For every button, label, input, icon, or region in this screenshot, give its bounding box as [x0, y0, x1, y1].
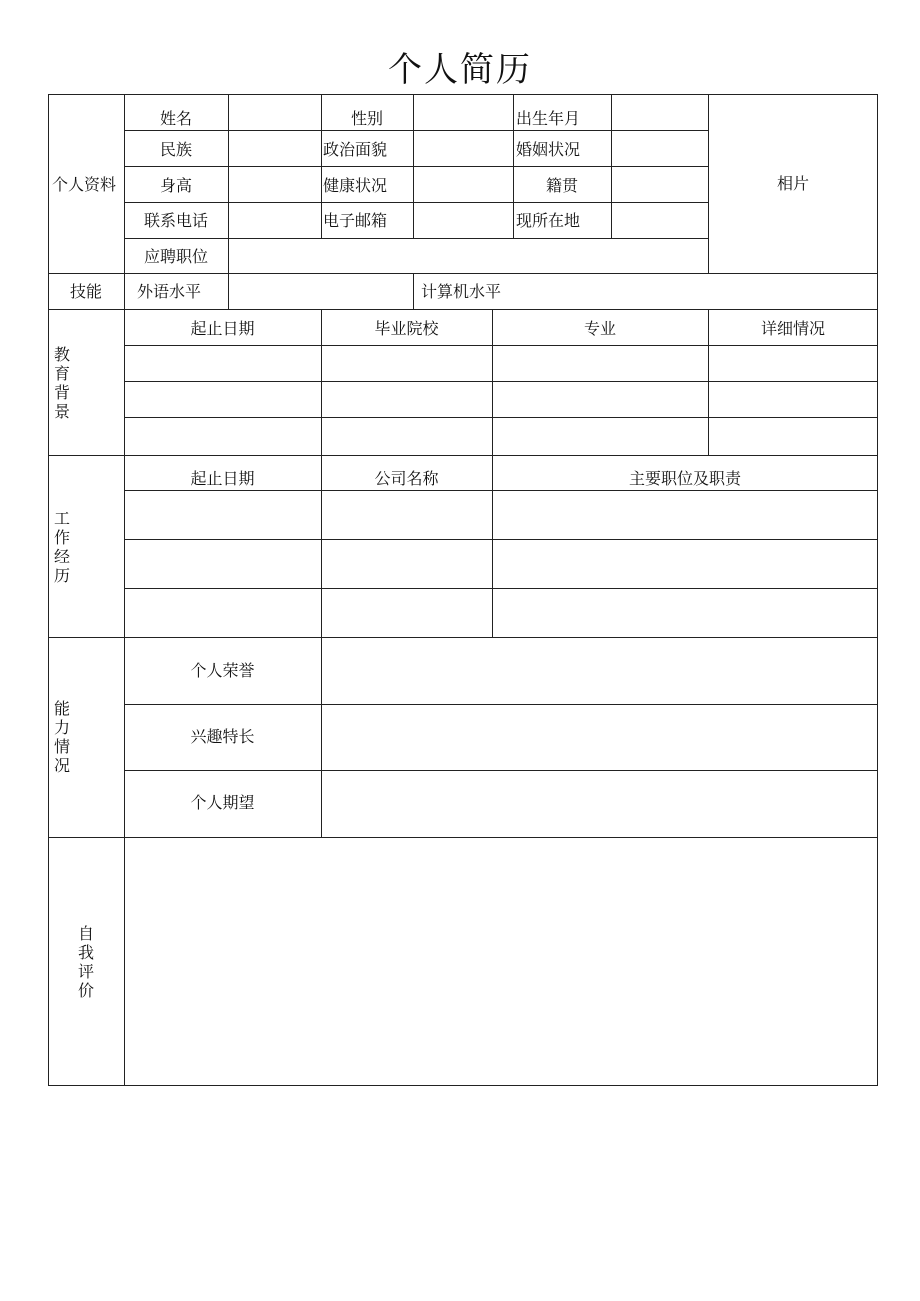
work-header-company: 公司名称	[374, 469, 439, 488]
political-field[interactable]	[414, 131, 513, 166]
health-field[interactable]	[414, 167, 513, 202]
name-field[interactable]	[229, 95, 321, 130]
edu-header-dates: 起止日期	[190, 319, 255, 338]
edu-row-1[interactable]	[125, 346, 878, 381]
edu-header-major: 专业	[583, 319, 616, 338]
email-field[interactable]	[414, 203, 513, 238]
label-political: 政治面貌	[323, 140, 388, 159]
marital-field[interactable]	[612, 131, 708, 166]
label-health: 健康状况	[323, 176, 388, 195]
label-gender: 性别	[350, 109, 383, 128]
label-location: 现所在地	[516, 211, 581, 230]
label-phone: 联系电话	[143, 211, 208, 230]
section-label-personal: 个人资料	[52, 175, 117, 194]
label-language: 外语水平	[137, 282, 202, 301]
birth-field[interactable]	[612, 95, 708, 130]
label-expectations: 个人期望	[190, 793, 255, 812]
native-place-field[interactable]	[612, 167, 708, 202]
edu-header-details: 详细情况	[760, 319, 825, 338]
interests-field[interactable]	[322, 705, 878, 770]
height-field[interactable]	[229, 167, 321, 202]
position-field[interactable]	[229, 239, 708, 273]
label-native-place: 籍贯	[545, 176, 578, 195]
section-label-ability: 能力情况	[53, 699, 70, 775]
photo-placeholder[interactable]	[709, 95, 877, 273]
honors-field[interactable]	[322, 638, 878, 704]
edu-header-school: 毕业院校	[374, 319, 439, 338]
work-row-3[interactable]	[125, 589, 878, 637]
label-marital: 婚姻状况	[516, 140, 581, 159]
section-label-work: 工作经历	[53, 509, 70, 585]
label-email: 电子邮箱	[323, 211, 388, 230]
ethnicity-field[interactable]	[229, 131, 321, 166]
section-label-self-eval: 自我评价	[77, 924, 94, 1000]
phone-field[interactable]	[229, 203, 321, 238]
work-header-dates: 起止日期	[190, 469, 255, 488]
label-honors: 个人荣誉	[190, 661, 255, 680]
label-height: 身高	[159, 176, 192, 195]
edu-row-3[interactable]	[125, 418, 878, 455]
label-position: 应聘职位	[143, 247, 208, 266]
section-label-education: 教育背景	[53, 345, 70, 421]
computer-field[interactable]	[520, 274, 877, 309]
edu-row-2[interactable]	[125, 382, 878, 417]
label-ethnicity: 民族	[159, 140, 192, 159]
work-header-duties: 主要职位及职责	[628, 469, 741, 488]
label-interests: 兴趣特长	[190, 727, 255, 746]
page-title: 个人简历	[388, 50, 532, 90]
label-name: 姓名	[159, 109, 192, 128]
label-computer: 计算机水平	[421, 282, 502, 301]
work-row-1[interactable]	[125, 491, 878, 539]
section-label-skills: 技能	[69, 282, 102, 301]
work-row-2[interactable]	[125, 540, 878, 588]
language-field[interactable]	[229, 274, 413, 309]
expectations-field[interactable]	[322, 771, 878, 837]
photo-label: 相片	[776, 174, 809, 193]
location-field[interactable]	[612, 203, 708, 238]
self-eval-field[interactable]	[125, 838, 878, 1085]
label-birth: 出生年月	[516, 109, 581, 128]
gender-field[interactable]	[414, 95, 513, 130]
